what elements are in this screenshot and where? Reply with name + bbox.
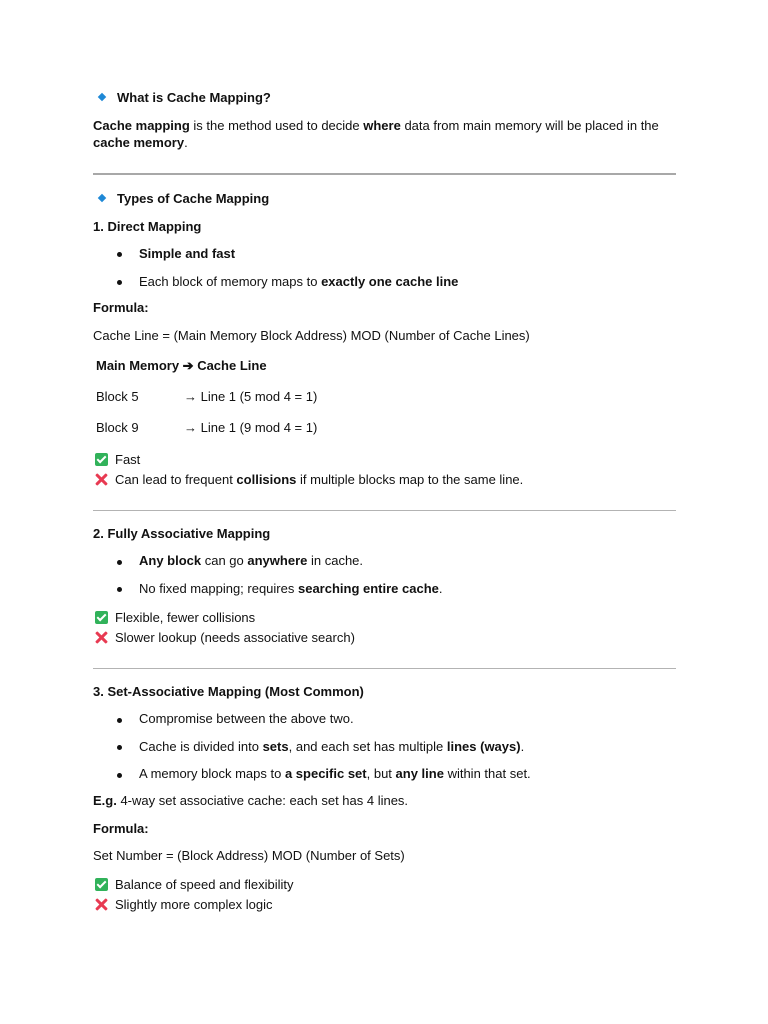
bullet-dot	[117, 718, 122, 723]
diamond-bullet-icon	[98, 194, 106, 202]
direct-bullet-1: Simple and fast	[139, 246, 236, 261]
mapping-table-header: Main Memory ➔ Cache Line	[96, 358, 267, 373]
mapping-row-block: Block 9	[96, 420, 139, 435]
bullet-dot	[117, 587, 122, 592]
bullet-dot	[117, 560, 122, 565]
bullet-dot	[117, 745, 122, 750]
direct-bullet-2: Each block of memory maps to exactly one cache line	[139, 274, 459, 289]
set-bullet-3: A memory block maps to a specific set, but any line within that set.	[139, 766, 531, 781]
set-bullet-2: Cache is divided into sets, and each set has multiple lines (ways).	[139, 739, 525, 754]
section-divider	[93, 668, 676, 669]
bullet-dot	[117, 773, 122, 778]
check-mark-icon	[95, 611, 108, 624]
mapping-row-line: → Line 1 (9 mod 4 = 1)	[184, 420, 318, 435]
direct-con: Can lead to frequent collisions if multiple blocks map to the same line.	[93, 471, 523, 487]
direct-formula: Cache Line = (Main Memory Block Address) MOD (Number of Cache Lines)	[93, 328, 530, 343]
fully-con: Slower lookup (needs associative search)	[93, 629, 355, 645]
set-formula: Set Number = (Block Address) MOD (Number of Sets)	[93, 848, 405, 863]
cross-mark-icon	[95, 898, 108, 911]
section-heading-types: Types of Cache Mapping	[93, 191, 269, 206]
cross-mark-icon	[95, 473, 108, 486]
section-divider	[93, 173, 676, 175]
direct-formula-label: Formula:	[93, 300, 149, 315]
section-divider	[93, 510, 676, 511]
set-con: Slightly more complex logic	[93, 896, 273, 912]
set-associative-title: 3. Set-Associative Mapping (Most Common)	[93, 684, 364, 699]
intro-line-1: Cache mapping is the method used to decide where data from main memory will be placed in the	[93, 118, 659, 133]
fully-bullet-2: No fixed mapping; requires searching entire cache.	[139, 581, 443, 596]
mapping-row-block: Block 5	[96, 389, 139, 404]
set-bullet-1: Compromise between the above two.	[139, 711, 354, 726]
direct-mapping-title: 1. Direct Mapping	[93, 219, 202, 234]
section-heading-what-is: What is Cache Mapping?	[93, 90, 271, 105]
fully-pro: Flexible, fewer collisions	[93, 609, 255, 625]
bullet-dot	[117, 280, 122, 285]
mapping-row-line: → Line 1 (5 mod 4 = 1)	[184, 389, 318, 404]
set-formula-label: Formula:	[93, 821, 149, 836]
fully-associative-title: 2. Fully Associative Mapping	[93, 526, 271, 541]
set-pro: Balance of speed and flexibility	[93, 876, 294, 892]
diamond-bullet-icon	[98, 93, 106, 101]
check-mark-icon	[95, 878, 108, 891]
bullet-dot	[117, 252, 122, 257]
intro-line-2: cache memory.	[93, 135, 188, 150]
check-mark-icon	[95, 453, 108, 466]
set-example: E.g. 4-way set associative cache: each set has 4 lines.	[93, 793, 409, 808]
direct-pro: Fast	[93, 451, 140, 467]
cross-mark-icon	[95, 631, 108, 644]
fully-bullet-1: Any block can go anywhere in cache.	[139, 553, 364, 568]
